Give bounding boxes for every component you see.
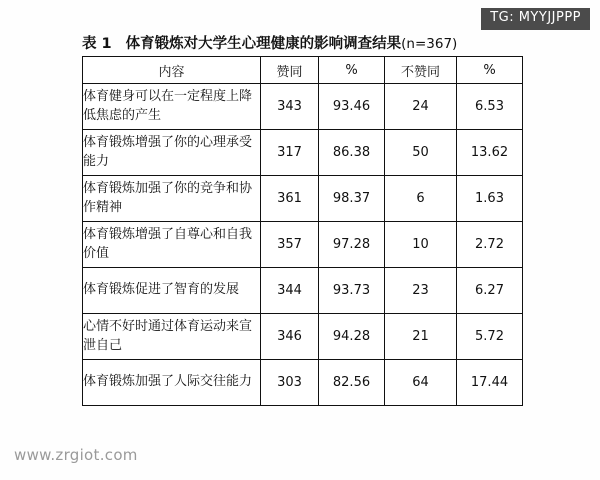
cell-agree-percent: 93.46 [319,84,385,130]
cell-agree: 303 [261,360,319,406]
cell-agree-percent: 98.37 [319,176,385,222]
column-header-agree-percent: % [319,57,385,84]
cell-disagree: 6 [385,176,457,222]
cell-agree-percent: 93.73 [319,268,385,314]
table-caption-number: 表 1 [82,36,112,52]
cell-item: 体育锻炼增强了自尊心和自我价值 [83,222,261,268]
table-row [83,84,523,130]
cell-disagree-percent: 6.53 [457,84,523,130]
table-container [82,56,522,406]
cell-disagree-percent: 13.62 [457,130,523,176]
cell-disagree: 24 [385,84,457,130]
cell-disagree-percent: 6.27 [457,268,523,314]
column-header-agree: 赞同 [261,57,319,84]
table-row [83,314,523,360]
table-caption [82,32,457,53]
cell-agree-percent: 94.28 [319,314,385,360]
cell-agree-percent: 86.38 [319,130,385,176]
cell-disagree-percent: 2.72 [457,222,523,268]
table-row [83,176,523,222]
table-row [83,130,523,176]
column-header-disagree-percent: % [457,57,523,84]
table-row [83,222,523,268]
table-row [83,268,523,314]
cell-agree: 344 [261,268,319,314]
cell-agree: 317 [261,130,319,176]
column-header-item: 内容 [83,57,261,84]
cell-disagree-percent: 5.72 [457,314,523,360]
table-body [83,84,523,406]
cell-agree: 361 [261,176,319,222]
cell-item: 体育健身可以在一定程度上降低焦虑的产生 [83,84,261,130]
cell-disagree-percent: 1.63 [457,176,523,222]
cell-agree-percent: 82.56 [319,360,385,406]
column-header-disagree: 不赞同 [385,57,457,84]
cell-item: 体育锻炼加强了你的竞争和协作精神 [83,176,261,222]
cell-agree: 346 [261,314,319,360]
cell-disagree-percent: 17.44 [457,360,523,406]
table-row [83,360,523,406]
table-caption-title: 体育锻炼对大学生心理健康的影响调查结果 [125,36,402,52]
cell-agree-percent: 97.28 [319,222,385,268]
cell-disagree: 10 [385,222,457,268]
survey-results-table [82,56,523,406]
cell-item: 体育锻炼增强了你的心理承受能力 [83,130,261,176]
cell-disagree: 21 [385,314,457,360]
site-watermark: www.zrgiot.com [14,446,138,464]
cell-item: 体育锻炼加强了人际交往能力 [83,360,261,406]
cell-agree: 343 [261,84,319,130]
cell-item: 体育锻炼促进了智育的发展 [83,268,261,314]
telegram-watermark-badge: TG: MYYJJPPP [481,8,590,30]
cell-disagree: 50 [385,130,457,176]
cell-disagree: 64 [385,360,457,406]
table-header-row [83,57,523,84]
table-caption-sample-size: (n=367) [401,36,458,52]
cell-item: 心情不好时通过体育运动来宣泄自己 [83,314,261,360]
cell-disagree: 23 [385,268,457,314]
cell-agree: 357 [261,222,319,268]
